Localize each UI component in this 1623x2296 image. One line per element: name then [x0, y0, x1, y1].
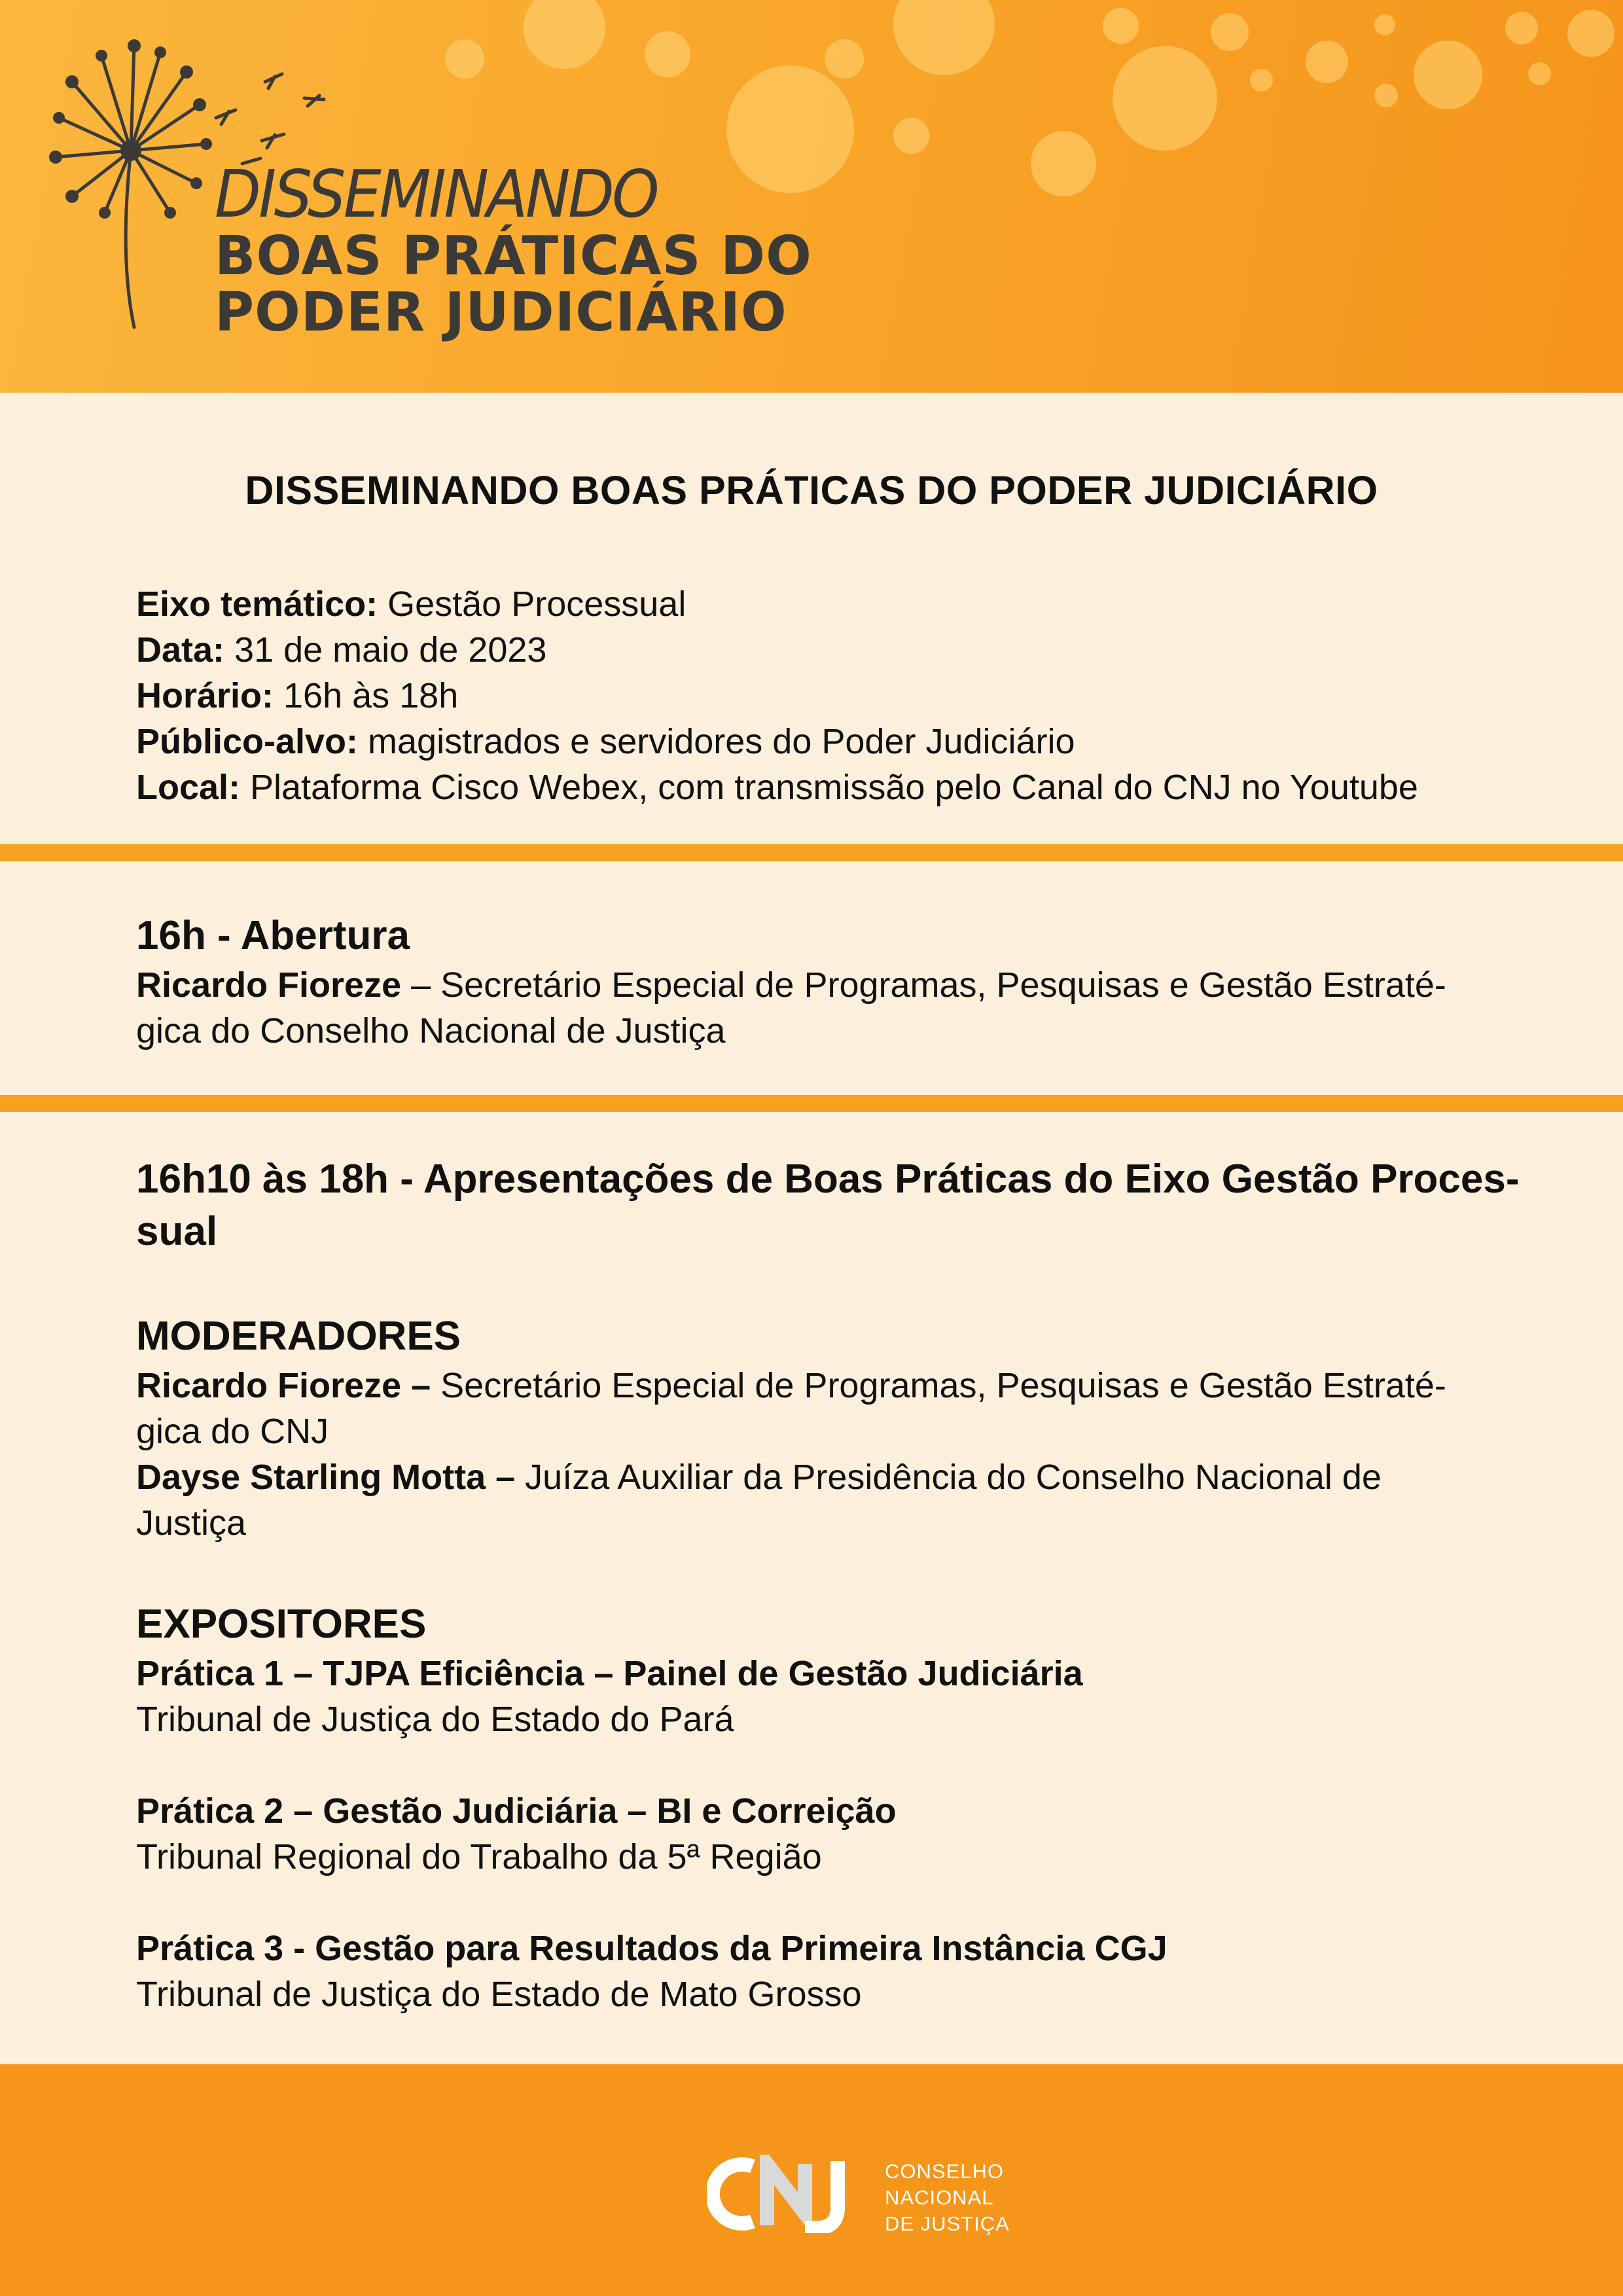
detail-label: Público-alvo: — [136, 722, 359, 761]
cnj-logo-text — [885, 2159, 1010, 2237]
cnj-logo-icon — [707, 2155, 870, 2233]
practice-2-court: Tribunal Regional do Trabalho da 5ª Região — [136, 1837, 822, 1876]
header-banner — [0, 0, 1623, 393]
section-divider — [0, 1095, 1623, 1112]
opening-heading: 16h - Abertura — [136, 913, 410, 958]
page-title: DISSEMINANDO BOAS PRÁTICAS DO PODER JUDICIÁRIO — [245, 468, 1378, 512]
moderator-role: Juíza Auxiliar da Presidência do Conselho Nacional de — [515, 1458, 1382, 1497]
practice-1-court: Tribunal de Justiça do Estado do Pará — [136, 1700, 734, 1739]
detail-value: 31 de maio de 2023 — [224, 630, 547, 670]
logo-line-1: DISSEMINANDO — [215, 156, 657, 232]
detail-value: Plataforma Cisco Webex, com transmissão pelo Canal do CNJ no Youtube — [240, 768, 1418, 807]
decorative-bubble — [1031, 131, 1096, 196]
moderator-1-role-cont: gica do CNJ — [136, 1412, 329, 1451]
opening-speaker — [136, 962, 1497, 1008]
detail-value: Gestão Processual — [378, 584, 687, 624]
practice-3-title: Prática 3 - Gestão para Resultados da Primeira Instância CGJ — [136, 1929, 1168, 1968]
decorative-bubble — [893, 118, 929, 154]
detail-label: Data: — [136, 630, 225, 670]
practice-2-title: Prática 2 – Gestão Judiciária – BI e Correição — [136, 1791, 897, 1831]
decorative-bubble — [1505, 12, 1538, 45]
decorative-bubble — [445, 39, 484, 79]
opening-speaker-role-cont: gica do Conselho Nacional de Justiça — [136, 1011, 726, 1050]
speakers-title: EXPOSITORES — [136, 1602, 427, 1647]
detail-label: Horário: — [136, 676, 274, 715]
decorative-bubble — [825, 39, 864, 79]
moderator-2 — [136, 1454, 1497, 1500]
presentations-heading-line-2: sual — [136, 1209, 218, 1254]
cnj-text-line-3: DE JUSTIÇA — [885, 2212, 1010, 2235]
decorative-bubble — [1103, 8, 1139, 44]
decorative-bubble — [524, 0, 605, 69]
detail-date — [136, 627, 1497, 673]
decorative-bubble — [645, 31, 690, 77]
decorative-bubble — [1113, 46, 1217, 151]
detail-value: magistrados e servidores do Poder Judiciário — [358, 722, 1075, 761]
detail-time — [136, 673, 1497, 719]
detail-theme — [136, 581, 1497, 627]
practice-1-title: Prática 1 – TJPA Eficiência – Painel de Gestão Judiciária — [136, 1654, 1083, 1693]
moderator-1 — [136, 1363, 1497, 1408]
presentations-section — [136, 1153, 1520, 2017]
presentations-heading-line-1: 16h10 às 18h - Apresentações de Boas Práticas do Eixo Gestão Proces- — [136, 1157, 1520, 1202]
decorative-bubble — [1211, 13, 1249, 51]
detail-audience — [136, 719, 1497, 764]
decorative-bubble — [1374, 84, 1398, 107]
moderators-title: MODERADORES — [136, 1314, 461, 1359]
decorative-bubble — [1250, 69, 1273, 92]
footer — [0, 2064, 1623, 2296]
moderator-name: Dayse Starling Motta – — [136, 1458, 516, 1497]
speaker-role: – Secretário Especial de Programas, Pesquisas e Gestão Estraté- — [401, 965, 1446, 1005]
cnj-text-line-2: NACIONAL — [885, 2186, 994, 2209]
decorative-bubble — [893, 0, 995, 75]
decorative-bubble — [1528, 62, 1551, 85]
logo-line-2: BOAS PRÁTICAS DO — [215, 225, 812, 287]
detail-label: Eixo temático: — [136, 584, 378, 624]
decorative-bubble — [1414, 41, 1482, 109]
opening-section — [136, 910, 1497, 1054]
detail-label: Local: — [136, 768, 241, 807]
cnj-text-line-1: CONSELHO — [885, 2160, 1004, 2183]
practice-3-court: Tribunal de Justiça do Estado de Mato Grosso — [136, 1975, 862, 2014]
detail-location — [136, 764, 1497, 810]
decorative-bubble — [1374, 14, 1395, 35]
decorative-bubble — [1306, 41, 1348, 83]
decorative-bubble — [1567, 10, 1614, 57]
moderator-2-role-cont: Justiça — [136, 1503, 247, 1543]
moderator-name: Ricardo Fioreze – — [136, 1366, 431, 1405]
speaker-name: Ricardo Fioreze — [136, 965, 402, 1005]
event-details — [136, 581, 1497, 810]
moderator-role: Secretário Especial de Programas, Pesquisas e Gestão Estraté- — [431, 1366, 1446, 1405]
logo-line-3: PODER JUDICIÁRIO — [215, 281, 787, 344]
logo-title — [215, 156, 812, 344]
section-divider — [0, 844, 1623, 861]
detail-value: 16h às 18h — [274, 676, 459, 715]
